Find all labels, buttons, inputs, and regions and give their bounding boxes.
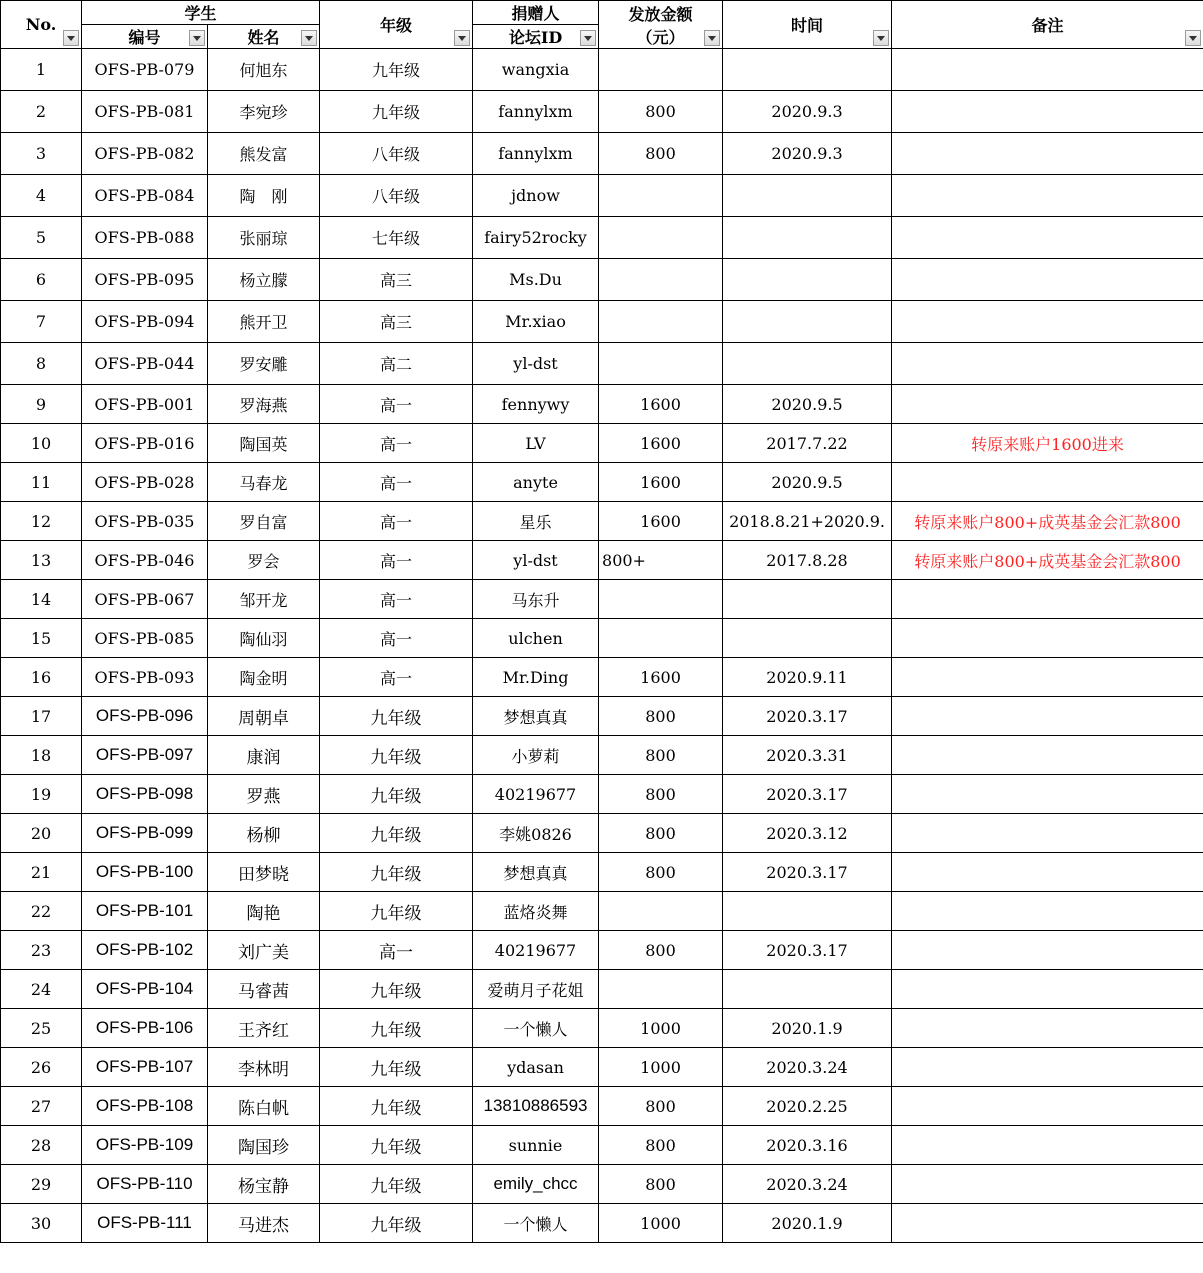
cell-no[interactable]: 25 bbox=[1, 1009, 82, 1048]
filter-dropdown-icon[interactable] bbox=[454, 30, 470, 46]
cell-code[interactable]: OFS-PB-067 bbox=[82, 580, 208, 619]
cell-donor[interactable]: 李姚0826 bbox=[473, 814, 599, 853]
cell-time[interactable]: 2020.9.3 bbox=[723, 133, 892, 175]
table-row bbox=[1, 1087, 1203, 1126]
header-note bbox=[892, 1, 1203, 49]
header-note-label: 备注 bbox=[1031, 16, 1064, 35]
table-body bbox=[1, 49, 1203, 1243]
cell-time[interactable]: 2018.8.21+2020.9. bbox=[723, 502, 892, 541]
cell-no[interactable]: 14 bbox=[1, 580, 82, 619]
cell-code[interactable]: OFS-PB-093 bbox=[82, 658, 208, 697]
header-donor-id-label: 论坛ID bbox=[508, 28, 563, 47]
cell-amount[interactable]: 800 bbox=[599, 775, 723, 814]
cell-note[interactable] bbox=[892, 385, 1203, 424]
cell-time[interactable] bbox=[723, 343, 892, 385]
header-time bbox=[723, 1, 892, 49]
cell-code[interactable]: OFS-PB-082 bbox=[82, 133, 208, 175]
cell-amount[interactable]: 800 bbox=[599, 1087, 723, 1126]
cell-time[interactable]: 2020.2.25 bbox=[723, 1087, 892, 1126]
filter-dropdown-icon[interactable] bbox=[189, 30, 205, 46]
cell-code[interactable]: OFS-PB-099 bbox=[82, 814, 208, 853]
table-row bbox=[1, 502, 1203, 541]
cell-note[interactable] bbox=[892, 1048, 1203, 1087]
table-row bbox=[1, 658, 1203, 697]
cell-grade[interactable]: 九年级 bbox=[320, 1204, 473, 1243]
cell-note[interactable] bbox=[892, 814, 1203, 853]
cell-donor[interactable]: 40219677 bbox=[473, 931, 599, 970]
table-row bbox=[1, 697, 1203, 736]
cell-no[interactable]: 17 bbox=[1, 697, 82, 736]
cell-donor[interactable]: fairy52rocky bbox=[473, 217, 599, 259]
cell-note[interactable] bbox=[892, 1126, 1203, 1165]
cell-name[interactable]: 马春龙 bbox=[208, 463, 320, 502]
cell-time[interactable]: 2020.3.24 bbox=[723, 1165, 892, 1204]
header-no-label: No. bbox=[25, 15, 57, 34]
cell-no[interactable]: 30 bbox=[1, 1204, 82, 1243]
cell-donor[interactable]: 星乐 bbox=[473, 502, 599, 541]
cell-donor[interactable]: jdnow bbox=[473, 175, 599, 217]
cell-code[interactable]: OFS-PB-088 bbox=[82, 217, 208, 259]
cell-amount[interactable]: 800 bbox=[599, 814, 723, 853]
cell-donor[interactable]: 一个懒人 bbox=[473, 1009, 599, 1048]
table-row bbox=[1, 931, 1203, 970]
cell-note[interactable] bbox=[892, 619, 1203, 658]
cell-time[interactable] bbox=[723, 217, 892, 259]
cell-time[interactable]: 2020.3.12 bbox=[723, 814, 892, 853]
cell-note[interactable] bbox=[892, 1165, 1203, 1204]
cell-no[interactable]: 27 bbox=[1, 1087, 82, 1126]
cell-time[interactable]: 2020.1.9 bbox=[723, 1009, 892, 1048]
table-row bbox=[1, 541, 1203, 580]
cell-note[interactable] bbox=[892, 133, 1203, 175]
cell-time[interactable] bbox=[723, 619, 892, 658]
cell-no[interactable]: 29 bbox=[1, 1165, 82, 1204]
cell-amount[interactable]: 1000 bbox=[599, 1204, 723, 1243]
cell-note[interactable] bbox=[892, 301, 1203, 343]
table-row bbox=[1, 1048, 1203, 1087]
cell-amount[interactable]: 800 bbox=[599, 736, 723, 775]
table-row bbox=[1, 580, 1203, 619]
cell-time[interactable]: 2020.3.17 bbox=[723, 931, 892, 970]
cell-amount[interactable]: 1600 bbox=[599, 502, 723, 541]
cell-code[interactable]: OFS-PB-111 bbox=[82, 1204, 208, 1243]
filter-dropdown-icon[interactable] bbox=[1185, 30, 1201, 46]
header-donor-line1: 捐赠人 bbox=[473, 1, 599, 25]
cell-note[interactable]: 转原来账户1600进来 bbox=[892, 424, 1203, 463]
cell-code[interactable]: OFS-PB-104 bbox=[82, 970, 208, 1009]
cell-grade[interactable]: 九年级 bbox=[320, 853, 473, 892]
cell-amount[interactable] bbox=[599, 892, 723, 931]
cell-code[interactable]: OFS-PB-102 bbox=[82, 931, 208, 970]
header-amount-line1: 发放金额 bbox=[628, 4, 693, 24]
cell-no[interactable]: 15 bbox=[1, 619, 82, 658]
cell-amount[interactable]: 1600 bbox=[599, 463, 723, 502]
table-row bbox=[1, 1009, 1203, 1048]
cell-time[interactable]: 2020.3.17 bbox=[723, 697, 892, 736]
cell-donor[interactable]: yl-dst bbox=[473, 343, 599, 385]
cell-code[interactable]: OFS-PB-035 bbox=[82, 502, 208, 541]
cell-donor[interactable]: Mr.Ding bbox=[473, 658, 599, 697]
cell-time[interactable] bbox=[723, 301, 892, 343]
cell-donor[interactable]: fannylxm bbox=[473, 133, 599, 175]
filter-dropdown-icon[interactable] bbox=[873, 30, 889, 46]
cell-no[interactable]: 21 bbox=[1, 853, 82, 892]
cell-donor[interactable]: 马东升 bbox=[473, 580, 599, 619]
table-row bbox=[1, 970, 1203, 1009]
table-row bbox=[1, 217, 1203, 259]
cell-code[interactable]: OFS-PB-044 bbox=[82, 343, 208, 385]
cell-grade[interactable]: 九年级 bbox=[320, 1165, 473, 1204]
table-row bbox=[1, 91, 1203, 133]
cell-name[interactable]: 罗安雕 bbox=[208, 343, 320, 385]
cell-amount[interactable] bbox=[599, 343, 723, 385]
cell-grade[interactable]: 高一 bbox=[320, 931, 473, 970]
cell-time[interactable] bbox=[723, 580, 892, 619]
cell-amount[interactable]: 800 bbox=[599, 853, 723, 892]
cell-donor[interactable]: 13810886593 bbox=[473, 1087, 599, 1126]
cell-code[interactable]: OFS-PB-097 bbox=[82, 736, 208, 775]
cell-name[interactable]: 王齐红 bbox=[208, 1009, 320, 1048]
cell-donor[interactable]: anyte bbox=[473, 463, 599, 502]
cell-donor[interactable]: emily_chcc bbox=[473, 1165, 599, 1204]
cell-grade[interactable]: 八年级 bbox=[320, 175, 473, 217]
header-code bbox=[82, 25, 208, 49]
cell-note[interactable] bbox=[892, 91, 1203, 133]
cell-amount[interactable]: 800 bbox=[599, 91, 723, 133]
cell-note[interactable] bbox=[892, 49, 1203, 91]
cell-name[interactable]: 周朝卓 bbox=[208, 697, 320, 736]
cell-note[interactable] bbox=[892, 853, 1203, 892]
cell-name[interactable]: 马进杰 bbox=[208, 1204, 320, 1243]
header-time-label: 时间 bbox=[791, 16, 824, 35]
header-grade bbox=[320, 1, 473, 49]
cell-grade[interactable]: 高三 bbox=[320, 259, 473, 301]
cell-time[interactable]: 2020.3.24 bbox=[723, 1048, 892, 1087]
table-row bbox=[1, 133, 1203, 175]
cell-grade[interactable]: 八年级 bbox=[320, 133, 473, 175]
table-row bbox=[1, 853, 1203, 892]
cell-name[interactable]: 罗海燕 bbox=[208, 385, 320, 424]
cell-no[interactable]: 23 bbox=[1, 931, 82, 970]
cell-grade[interactable]: 九年级 bbox=[320, 1048, 473, 1087]
cell-no[interactable]: 3 bbox=[1, 133, 82, 175]
cell-no[interactable]: 2 bbox=[1, 91, 82, 133]
cell-code[interactable]: OFS-PB-081 bbox=[82, 91, 208, 133]
cell-donor[interactable]: 蓝烙炎舞 bbox=[473, 892, 599, 931]
cell-note[interactable] bbox=[892, 463, 1203, 502]
cell-name[interactable]: 陶国珍 bbox=[208, 1126, 320, 1165]
cell-note[interactable] bbox=[892, 658, 1203, 697]
table-row bbox=[1, 736, 1203, 775]
cell-no[interactable]: 11 bbox=[1, 463, 82, 502]
cell-time[interactable] bbox=[723, 892, 892, 931]
cell-no[interactable]: 24 bbox=[1, 970, 82, 1009]
cell-amount[interactable] bbox=[599, 619, 723, 658]
cell-no[interactable]: 7 bbox=[1, 301, 82, 343]
header-grade-label: 年级 bbox=[380, 16, 413, 35]
cell-no[interactable]: 18 bbox=[1, 736, 82, 775]
cell-name[interactable]: 熊开卫 bbox=[208, 301, 320, 343]
cell-name[interactable]: 陶金明 bbox=[208, 658, 320, 697]
cell-note[interactable] bbox=[892, 931, 1203, 970]
header-name bbox=[208, 25, 320, 49]
cell-note[interactable] bbox=[892, 175, 1203, 217]
cell-name[interactable]: 杨立朦 bbox=[208, 259, 320, 301]
cell-code[interactable]: OFS-PB-016 bbox=[82, 424, 208, 463]
cell-name[interactable]: 陶 刚 bbox=[208, 175, 320, 217]
cell-time[interactable]: 2020.3.31 bbox=[723, 736, 892, 775]
header-code-label: 编号 bbox=[128, 28, 161, 47]
cell-time[interactable] bbox=[723, 49, 892, 91]
cell-amount[interactable]: 800 bbox=[599, 931, 723, 970]
cell-code[interactable]: OFS-PB-100 bbox=[82, 853, 208, 892]
cell-amount[interactable] bbox=[599, 217, 723, 259]
cell-name[interactable]: 邹开龙 bbox=[208, 580, 320, 619]
filter-dropdown-icon[interactable] bbox=[704, 30, 720, 46]
cell-amount[interactable]: 800 bbox=[599, 697, 723, 736]
cell-code[interactable]: OFS-PB-107 bbox=[82, 1048, 208, 1087]
cell-no[interactable]: 4 bbox=[1, 175, 82, 217]
cell-code[interactable]: OFS-PB-085 bbox=[82, 619, 208, 658]
cell-amount[interactable] bbox=[599, 49, 723, 91]
cell-no[interactable]: 5 bbox=[1, 217, 82, 259]
cell-name[interactable]: 陶国英 bbox=[208, 424, 320, 463]
cell-amount[interactable] bbox=[599, 301, 723, 343]
cell-amount[interactable]: 800+ bbox=[599, 541, 723, 580]
cell-grade[interactable]: 九年级 bbox=[320, 736, 473, 775]
cell-note[interactable]: 转原来账户800+成英基金会汇款800 bbox=[892, 502, 1203, 541]
cell-code[interactable]: OFS-PB-110 bbox=[82, 1165, 208, 1204]
cell-code[interactable]: OFS-PB-094 bbox=[82, 301, 208, 343]
cell-time[interactable]: 2020.1.9 bbox=[723, 1204, 892, 1243]
table-row bbox=[1, 259, 1203, 301]
cell-amount[interactable] bbox=[599, 259, 723, 301]
cell-grade[interactable]: 高三 bbox=[320, 301, 473, 343]
cell-note[interactable] bbox=[892, 259, 1203, 301]
cell-name[interactable]: 李林明 bbox=[208, 1048, 320, 1087]
filter-dropdown-icon[interactable] bbox=[580, 30, 596, 46]
cell-grade[interactable]: 九年级 bbox=[320, 1009, 473, 1048]
cell-no[interactable]: 9 bbox=[1, 385, 82, 424]
filter-dropdown-icon[interactable] bbox=[63, 30, 79, 46]
cell-donor[interactable]: Ms.Du bbox=[473, 259, 599, 301]
cell-no[interactable]: 12 bbox=[1, 502, 82, 541]
cell-donor[interactable]: LV bbox=[473, 424, 599, 463]
cell-code[interactable]: OFS-PB-106 bbox=[82, 1009, 208, 1048]
cell-grade[interactable]: 高一 bbox=[320, 541, 473, 580]
cell-name[interactable]: 陈白帆 bbox=[208, 1087, 320, 1126]
cell-code[interactable]: OFS-PB-098 bbox=[82, 775, 208, 814]
cell-time[interactable]: 2020.3.17 bbox=[723, 853, 892, 892]
cell-amount[interactable]: 800 bbox=[599, 1126, 723, 1165]
cell-name[interactable]: 罗自富 bbox=[208, 502, 320, 541]
table-row bbox=[1, 463, 1203, 502]
cell-no[interactable]: 26 bbox=[1, 1048, 82, 1087]
cell-amount[interactable]: 1600 bbox=[599, 424, 723, 463]
cell-amount[interactable] bbox=[599, 580, 723, 619]
cell-grade[interactable]: 高一 bbox=[320, 463, 473, 502]
cell-amount[interactable] bbox=[599, 970, 723, 1009]
cell-no[interactable]: 13 bbox=[1, 541, 82, 580]
cell-donor[interactable]: 小萝莉 bbox=[473, 736, 599, 775]
cell-name[interactable]: 陶艳 bbox=[208, 892, 320, 931]
table-row bbox=[1, 619, 1203, 658]
cell-no[interactable]: 19 bbox=[1, 775, 82, 814]
cell-time[interactable]: 2020.3.16 bbox=[723, 1126, 892, 1165]
cell-note[interactable] bbox=[892, 217, 1203, 259]
cell-grade[interactable]: 高一 bbox=[320, 658, 473, 697]
cell-donor[interactable]: ydasan bbox=[473, 1048, 599, 1087]
table-row bbox=[1, 1126, 1203, 1165]
cell-note[interactable] bbox=[892, 343, 1203, 385]
cell-no[interactable]: 22 bbox=[1, 892, 82, 931]
cell-name[interactable]: 康润 bbox=[208, 736, 320, 775]
cell-no[interactable]: 28 bbox=[1, 1126, 82, 1165]
cell-no[interactable]: 10 bbox=[1, 424, 82, 463]
header-donor-id bbox=[473, 25, 599, 49]
table-row bbox=[1, 175, 1203, 217]
cell-no[interactable]: 20 bbox=[1, 814, 82, 853]
cell-note[interactable] bbox=[892, 892, 1203, 931]
cell-note[interactable] bbox=[892, 775, 1203, 814]
cell-grade[interactable]: 九年级 bbox=[320, 970, 473, 1009]
filter-dropdown-icon[interactable] bbox=[301, 30, 317, 46]
cell-time[interactable] bbox=[723, 970, 892, 1009]
cell-donor[interactable]: ulchen bbox=[473, 619, 599, 658]
cell-note[interactable] bbox=[892, 1087, 1203, 1126]
cell-amount[interactable]: 1000 bbox=[599, 1048, 723, 1087]
cell-code[interactable]: OFS-PB-108 bbox=[82, 1087, 208, 1126]
table-row bbox=[1, 814, 1203, 853]
cell-code[interactable]: OFS-PB-101 bbox=[82, 892, 208, 931]
cell-grade[interactable]: 高一 bbox=[320, 424, 473, 463]
table-row bbox=[1, 301, 1203, 343]
cell-time[interactable] bbox=[723, 259, 892, 301]
cell-donor[interactable]: yl-dst bbox=[473, 541, 599, 580]
cell-grade[interactable]: 高一 bbox=[320, 385, 473, 424]
table-row bbox=[1, 1204, 1203, 1243]
cell-grade[interactable]: 九年级 bbox=[320, 775, 473, 814]
cell-code[interactable]: OFS-PB-109 bbox=[82, 1126, 208, 1165]
cell-donor[interactable]: sunnie bbox=[473, 1126, 599, 1165]
cell-time[interactable]: 2017.7.22 bbox=[723, 424, 892, 463]
cell-code[interactable]: OFS-PB-095 bbox=[82, 259, 208, 301]
cell-grade[interactable]: 高一 bbox=[320, 580, 473, 619]
cell-name[interactable]: 张丽琼 bbox=[208, 217, 320, 259]
cell-note[interactable] bbox=[892, 1009, 1203, 1048]
cell-donor[interactable]: fannylxm bbox=[473, 91, 599, 133]
cell-time[interactable]: 2020.9.3 bbox=[723, 91, 892, 133]
table-row bbox=[1, 385, 1203, 424]
cell-time[interactable]: 2020.9.11 bbox=[723, 658, 892, 697]
cell-donor[interactable]: 梦想真真 bbox=[473, 853, 599, 892]
cell-donor[interactable]: Mr.xiao bbox=[473, 301, 599, 343]
cell-grade[interactable]: 高二 bbox=[320, 343, 473, 385]
cell-name[interactable]: 杨宝静 bbox=[208, 1165, 320, 1204]
cell-grade[interactable]: 高一 bbox=[320, 502, 473, 541]
cell-note[interactable] bbox=[892, 580, 1203, 619]
cell-note[interactable] bbox=[892, 1204, 1203, 1243]
header-amount bbox=[599, 1, 723, 49]
cell-donor[interactable]: 40219677 bbox=[473, 775, 599, 814]
table-row bbox=[1, 1165, 1203, 1204]
cell-amount[interactable]: 800 bbox=[599, 133, 723, 175]
cell-grade[interactable]: 九年级 bbox=[320, 1126, 473, 1165]
table-row bbox=[1, 343, 1203, 385]
cell-time[interactable]: 2020.9.5 bbox=[723, 385, 892, 424]
cell-donor[interactable]: 爱萌月子花姐 bbox=[473, 970, 599, 1009]
table-row bbox=[1, 424, 1203, 463]
cell-name[interactable]: 田梦晓 bbox=[208, 853, 320, 892]
cell-no[interactable]: 6 bbox=[1, 259, 82, 301]
cell-amount[interactable]: 1600 bbox=[599, 385, 723, 424]
header-name-label: 姓名 bbox=[247, 28, 280, 47]
cell-name[interactable]: 何旭东 bbox=[208, 49, 320, 91]
cell-grade[interactable]: 九年级 bbox=[320, 91, 473, 133]
cell-donor[interactable]: fennywy bbox=[473, 385, 599, 424]
cell-donor[interactable]: 梦想真真 bbox=[473, 697, 599, 736]
cell-note[interactable] bbox=[892, 970, 1203, 1009]
cell-amount[interactable]: 1000 bbox=[599, 1009, 723, 1048]
cell-code[interactable]: OFS-PB-028 bbox=[82, 463, 208, 502]
cell-note[interactable] bbox=[892, 736, 1203, 775]
cell-grade[interactable]: 九年级 bbox=[320, 1087, 473, 1126]
cell-code[interactable]: OFS-PB-096 bbox=[82, 697, 208, 736]
cell-time[interactable]: 2017.8.28 bbox=[723, 541, 892, 580]
cell-no[interactable]: 8 bbox=[1, 343, 82, 385]
cell-time[interactable]: 2020.9.5 bbox=[723, 463, 892, 502]
cell-time[interactable]: 2020.3.17 bbox=[723, 775, 892, 814]
cell-grade[interactable]: 七年级 bbox=[320, 217, 473, 259]
cell-name[interactable]: 罗燕 bbox=[208, 775, 320, 814]
cell-no[interactable]: 16 bbox=[1, 658, 82, 697]
cell-time[interactable] bbox=[723, 175, 892, 217]
cell-note[interactable] bbox=[892, 697, 1203, 736]
header-amount-line2: （元） bbox=[636, 27, 685, 47]
cell-amount[interactable]: 1600 bbox=[599, 658, 723, 697]
cell-name[interactable]: 罗会 bbox=[208, 541, 320, 580]
cell-note[interactable]: 转原来账户800+成英基金会汇款800 bbox=[892, 541, 1203, 580]
cell-code[interactable]: OFS-PB-079 bbox=[82, 49, 208, 91]
cell-code[interactable]: OFS-PB-046 bbox=[82, 541, 208, 580]
table-row bbox=[1, 775, 1203, 814]
table-row bbox=[1, 49, 1203, 91]
cell-amount[interactable]: 800 bbox=[599, 1165, 723, 1204]
cell-name[interactable]: 熊发富 bbox=[208, 133, 320, 175]
cell-name[interactable]: 陶仙羽 bbox=[208, 619, 320, 658]
header-student: 学生 bbox=[82, 1, 320, 25]
cell-code[interactable]: OFS-PB-084 bbox=[82, 175, 208, 217]
cell-no[interactable]: 1 bbox=[1, 49, 82, 91]
cell-grade[interactable]: 高一 bbox=[320, 619, 473, 658]
cell-grade[interactable]: 九年级 bbox=[320, 697, 473, 736]
table-row bbox=[1, 892, 1203, 931]
cell-name[interactable]: 杨柳 bbox=[208, 814, 320, 853]
cell-donor[interactable]: wangxia bbox=[473, 49, 599, 91]
cell-code[interactable]: OFS-PB-001 bbox=[82, 385, 208, 424]
cell-grade[interactable]: 九年级 bbox=[320, 49, 473, 91]
cell-name[interactable]: 李宛珍 bbox=[208, 91, 320, 133]
cell-name[interactable]: 刘广美 bbox=[208, 931, 320, 970]
cell-donor[interactable]: 一个懒人 bbox=[473, 1204, 599, 1243]
cell-grade[interactable]: 九年级 bbox=[320, 892, 473, 931]
cell-amount[interactable] bbox=[599, 175, 723, 217]
cell-grade[interactable]: 九年级 bbox=[320, 814, 473, 853]
cell-name[interactable]: 马睿茜 bbox=[208, 970, 320, 1009]
header-no bbox=[1, 1, 82, 49]
